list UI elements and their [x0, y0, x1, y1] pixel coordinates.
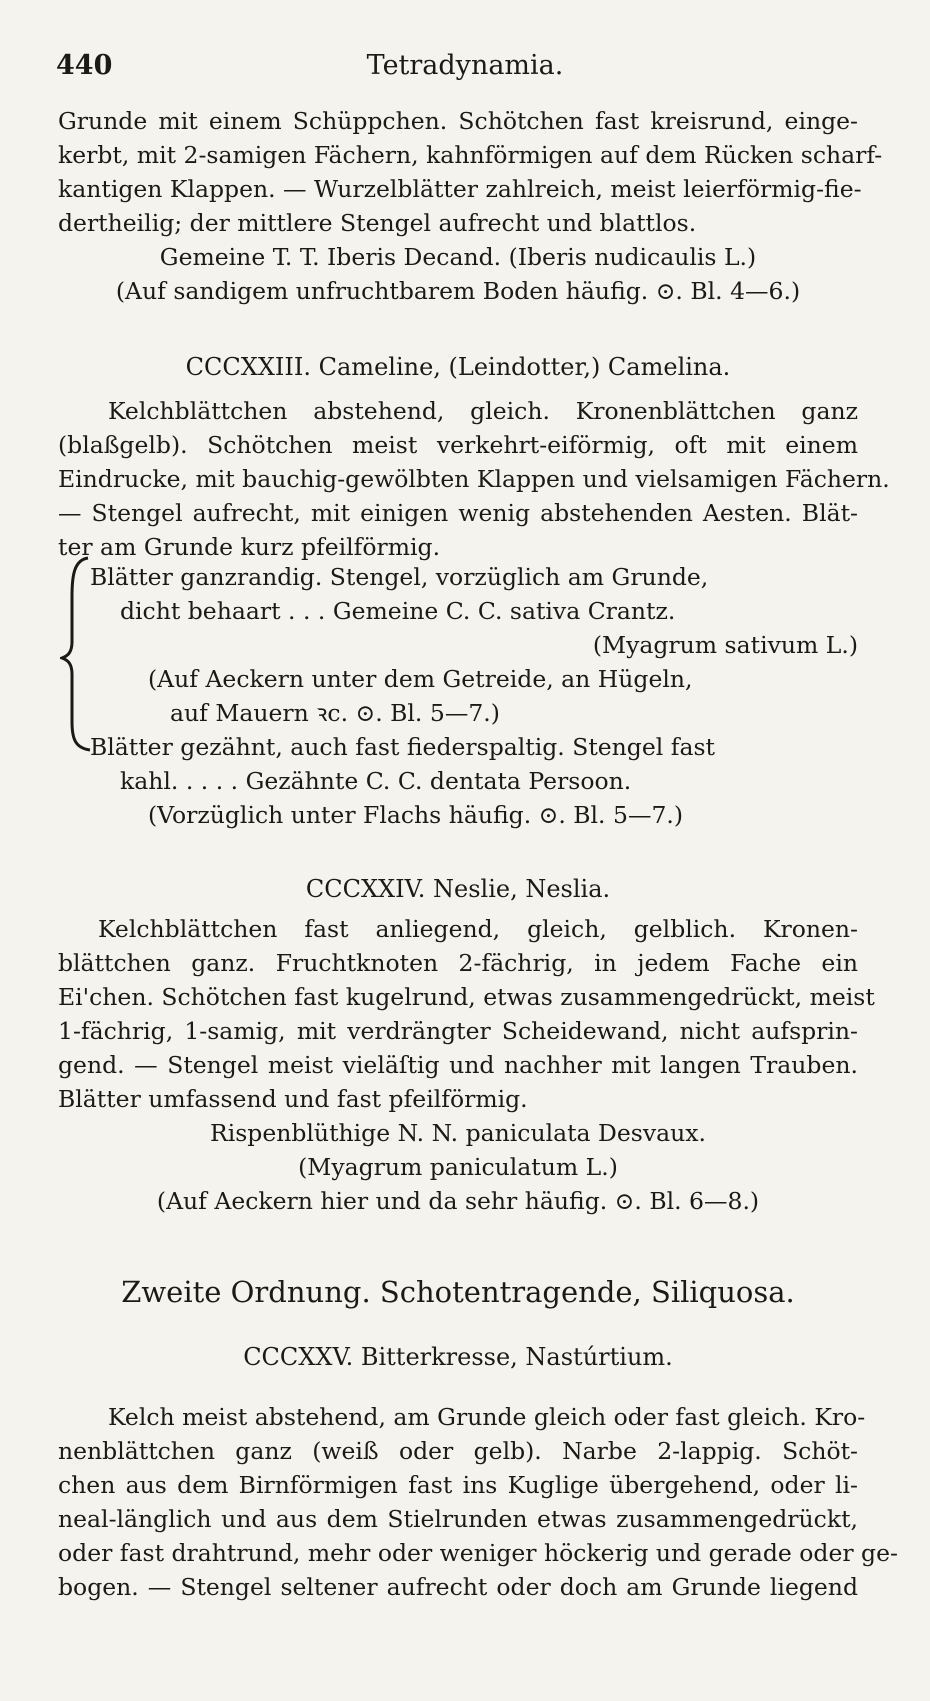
genus-description-nasturtium — [58, 1400, 898, 1604]
habitat-note: (Auf sandigem unfruchtbarem Boden häufig. ⊙. Bl. 4—6.) — [115, 277, 801, 305]
continuation-paragraph — [58, 104, 883, 308]
text-line: neal-länglich und aus dem Stielrunden etwas zusammengedrückt, — [58, 1505, 858, 1533]
key-line: dicht behaart . . . Gemeine C. C. sativa Crantz. — [120, 597, 676, 625]
text-line: bogen. — Stengel seltener aufrecht oder doch am Grunde liegend — [58, 1573, 858, 1601]
text-line: Eindrucke, mit bauchig-gewölbten Klappen und vielsamigen Fächern. — [58, 465, 890, 493]
genus-description-neslia — [58, 912, 875, 1218]
species-entry: Rispenblüthige N. N. paniculata Desvaux. — [210, 1119, 706, 1147]
species-entry: Gemeine T. T. Iberis Decand. (Iberis nudicaulis L.) — [159, 243, 757, 271]
habitat-note: (Vorzüglich unter Flachs häufig. ⊙. Bl. 5—7.) — [148, 801, 684, 829]
text-line: (blaßgelb). Schötchen meist verkehrt-eiförmig, oft mit einem — [58, 431, 858, 459]
running-title: Tetradynamia. — [366, 50, 564, 81]
text-line: Grunde mit einem Schüppchen. Schötchen fast kreisrund, einge- — [58, 107, 858, 135]
brace-icon — [60, 556, 92, 752]
habitat-note: auf Mauern ꝛc. ⊙. Bl. 5—7.) — [170, 699, 500, 727]
text-line: kerbt, mit 2-samigen Fächern, kahnförmigen auf dem Rücken scharf- — [58, 141, 883, 169]
text-line: chen aus dem Birnförmigen fast ins Kuglige übergehend, oder li- — [58, 1471, 858, 1499]
text-line: 1-fächrig, 1-samig, mit verdrängter Scheidewand, nicht aufsprin- — [58, 1017, 858, 1045]
text-line: gend. — Stengel meist vieläſtig und nachher mit langen Trauben. — [58, 1051, 858, 1079]
text-line: dertheilig; der mittlere Stengel aufrecht und blattlos. — [58, 209, 697, 237]
genus-section-neslia — [58, 872, 858, 906]
text-line: Kelch meist abstehend, am Grunde gleich oder fast gleich. Kro- — [108, 1403, 866, 1431]
species-key-camelina — [90, 560, 858, 832]
genus-section-nasturtium — [58, 1340, 858, 1374]
text-line: oder fast drahtrund, mehr oder weniger höckerig und gerade oder ge- — [58, 1539, 898, 1567]
text-line: ter am Grunde kurz pfeilförmig. — [58, 533, 441, 561]
genus-heading: CCCXXV. Bitterkresse, Nastúrtium. — [243, 1343, 673, 1371]
text-line: nenblättchen ganz (weiß oder gelb). Narbe 2-lappig. Schöt- — [58, 1437, 858, 1465]
genus-heading: CCCXXIV. Neslie, Nеslia. — [305, 875, 611, 903]
text-line: kantigen Klappen. — Wurzelblätter zahlreich, meist leierförmig-fie- — [58, 175, 862, 203]
order-heading: Zweite Ordnung. Schotentragende, Siliquosa. — [121, 1275, 795, 1309]
habitat-note: (Auf Aeckern hier und da sehr häufig. ⊙. Bl. 6—8.) — [156, 1187, 760, 1215]
genus-section-camelina — [58, 350, 858, 384]
genus-heading: CCCXXIII. Cameline, (Leindotter,) Camelina. — [185, 353, 731, 381]
habitat-note: (Auf Aeckern unter dem Getreide, an Hügeln, — [148, 665, 693, 693]
key-line: Blätter gezähnt, auch fast fiederspaltig. Stengel fast — [90, 733, 715, 761]
text-line: Blätter umfassend und fast pfeilförmig. — [58, 1085, 528, 1113]
page-number: 440 — [56, 50, 113, 81]
text-line: blättchen ganz. Fruchtknoten 2-fächrig, in jedem Fache ein — [58, 949, 858, 977]
key-line: Blätter ganzrandig. Stengel, vorzüglich am Grunde, — [90, 563, 709, 591]
genus-description-camelina — [58, 394, 890, 564]
page-header — [56, 50, 874, 90]
synonym-line: (Myagrum sativum L.) — [592, 631, 858, 659]
text-line: Kelchblättchen fast anliegend, gleich, gelblich. Kronen- — [98, 915, 858, 943]
synonym-line: (Myagrum paniculatum L.) — [298, 1153, 618, 1181]
text-line: Kelchblättchen abstehend, gleich. Kronenblättchen ganz — [108, 397, 858, 425]
text-line: Ei'chen. Schötchen fast kugelrund, etwas zusammengedrückt, meist — [58, 983, 875, 1011]
order-section — [58, 1270, 858, 1314]
text-line: — Stengel aufrecht, mit einigen wenig abstehenden Aesten. Blät- — [58, 499, 858, 527]
key-line: kahl. . . . . Gezähnte C. C. dentata Persoon. — [120, 767, 632, 795]
